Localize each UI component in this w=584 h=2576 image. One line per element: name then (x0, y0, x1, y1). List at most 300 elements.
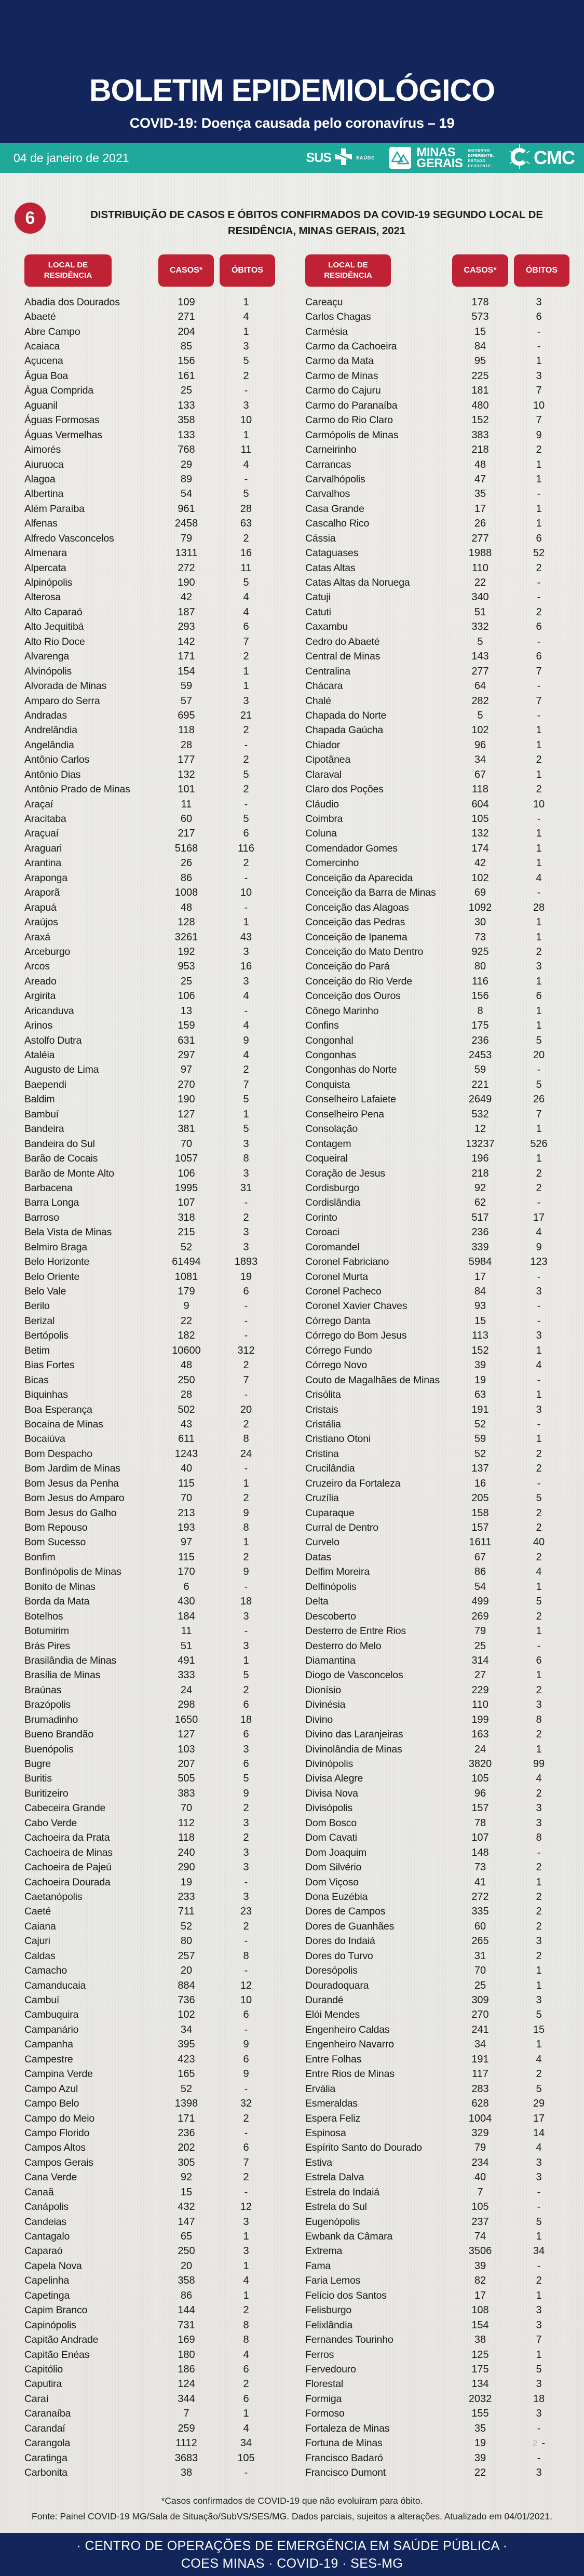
table-row (24, 1048, 275, 1062)
minas-gerais-wordmark (416, 147, 463, 169)
deaths-value: - (537, 1315, 541, 1327)
deaths-value: 1 (536, 975, 542, 987)
table-row (305, 1506, 569, 1520)
cases-value: 133 (178, 429, 195, 441)
deaths-value: 3 (243, 1167, 249, 1179)
municipality-name: Felixlândia (305, 2319, 353, 2331)
table-row (24, 620, 275, 635)
municipality-name: Catuti (305, 606, 331, 618)
cases-value: 171 (178, 651, 195, 663)
cases-value: 333 (178, 1669, 195, 1681)
cases-value: 34 (474, 2039, 486, 2051)
table-row (305, 1181, 569, 1195)
cases-value: 175 (471, 1020, 489, 1032)
table-row (305, 2407, 569, 2421)
municipality-name: Belmiro Braga (24, 1241, 87, 1253)
cases-value: 10600 (172, 1344, 201, 1356)
table-row (24, 1772, 275, 1786)
table-row (305, 2451, 569, 2465)
deaths-value: - (537, 2201, 541, 2213)
municipality-name: Divinolândia de Minas (305, 1743, 402, 1755)
cases-value: 270 (471, 2009, 489, 2021)
municipality-name: Araújos (24, 916, 58, 928)
table-row (24, 1270, 275, 1284)
deaths-value: 2 (243, 754, 249, 766)
table-row (305, 827, 569, 841)
cases-value: 1995 (174, 1182, 198, 1194)
deaths-value: 1 (243, 296, 249, 308)
cases-value: 27 (474, 1669, 486, 1681)
deaths-value: 2 (536, 1463, 542, 1475)
cases-value: 22 (474, 577, 486, 589)
deaths-value: 3 (243, 1891, 249, 1903)
municipality-name: Conceição da Aparecida (305, 872, 413, 884)
cases-value: 92 (180, 2172, 193, 2183)
municipality-name: Acaiaca (24, 341, 60, 353)
municipality-name: Córrego Novo (305, 1359, 367, 1371)
municipality-name: Bandeira (24, 1123, 64, 1135)
table-row (305, 1018, 569, 1033)
deaths-value: 2 (536, 1551, 542, 1563)
cases-value: 69 (474, 887, 486, 899)
municipality-name: Florestal (305, 2378, 343, 2390)
municipality-name: Caparaó (24, 2245, 63, 2257)
table-row (305, 1757, 569, 1771)
table-row (24, 1417, 275, 1432)
cases-value: 157 (471, 1802, 489, 1814)
cases-value: 611 (178, 1433, 195, 1445)
municipality-name: Campo Belo (24, 2098, 79, 2110)
table-row (305, 1329, 569, 1343)
deaths-value: 16 (240, 961, 252, 973)
cases-value: 133 (178, 399, 195, 411)
table-row (305, 1949, 569, 1963)
cases-value: 293 (178, 621, 195, 633)
cases-value: 92 (474, 1182, 486, 1194)
table-row (305, 1373, 569, 1387)
deaths-value: 1 (536, 2039, 542, 2051)
cases-value: 52 (180, 1241, 193, 1253)
cases-value: 15 (474, 1315, 486, 1327)
cases-value: 24 (180, 1684, 193, 1696)
table-row (305, 517, 569, 531)
table-row (305, 1033, 569, 1048)
municipality-name: Brás Pires (24, 1640, 70, 1652)
cases-value: 52 (474, 1448, 486, 1460)
cases-value: 52 (474, 1418, 486, 1430)
deaths-value: 32 (240, 2098, 252, 2110)
municipality-name: Cana Verde (24, 2172, 77, 2183)
deaths-value: - (537, 887, 541, 899)
table-row (305, 679, 569, 693)
municipality-name: Entre Rios de Minas (305, 2068, 395, 2080)
municipality-name: Água Boa (24, 370, 69, 382)
municipality-name: Comercinho (305, 857, 359, 869)
municipality-name: Divinópolis (305, 1758, 354, 1770)
cases-value: 29 (180, 458, 193, 470)
municipality-name: Extrema (305, 2245, 343, 2257)
cases-value: 11 (181, 798, 192, 810)
deaths-value: 6 (243, 2009, 249, 2021)
deaths-value: 2 (243, 1359, 249, 1371)
deaths-value: 1 (243, 2408, 249, 2420)
table-row (24, 2303, 275, 2318)
municipality-name: Barão de Monte Alto (24, 1167, 114, 1179)
municipality-name: Congonhal (305, 1034, 354, 1046)
deaths-value: 6 (536, 651, 542, 663)
municipality-name: Andrelândia (24, 724, 77, 736)
cases-value: 432 (178, 2201, 195, 2213)
deaths-value: 8 (536, 1832, 542, 1844)
municipality-name: Bom Despacho (24, 1448, 92, 1460)
column-header-casos-right: CASOS* (452, 254, 508, 287)
deaths-value: - (537, 591, 541, 603)
table-row (305, 1609, 569, 1624)
deaths-value: - (537, 1197, 541, 1209)
cases-value: 73 (474, 931, 486, 943)
table-row (24, 1520, 275, 1535)
municipality-name: Fama (305, 2260, 331, 2272)
cases-value: 8 (477, 1005, 483, 1017)
municipality-name: Capetinga (24, 2289, 70, 2301)
deaths-value: - (244, 385, 248, 397)
cases-value: 19 (474, 2437, 486, 2449)
table-row (305, 1595, 569, 1609)
deaths-value: 2 - (532, 2437, 546, 2449)
deaths-value: 1 (536, 931, 542, 943)
table-row (24, 2155, 275, 2170)
table-row (24, 2111, 275, 2126)
table-row (24, 1742, 275, 1757)
municipality-name: Cruzeiro da Fortaleza (305, 1477, 401, 1489)
table-row (305, 1004, 569, 1018)
deaths-value: 3 (536, 2172, 542, 2183)
municipality-name: Chácara (305, 680, 343, 692)
cases-value: 884 (178, 1979, 195, 1991)
table-row (24, 886, 275, 900)
cases-value: 86 (180, 2289, 193, 2301)
municipality-name: Coimbra (305, 813, 343, 825)
cases-value: 628 (471, 2098, 489, 2110)
deaths-value: 9 (243, 1507, 249, 1519)
deaths-value: 2 (243, 1211, 249, 1223)
deaths-value: 1 (536, 1020, 542, 1032)
municipality-name: Carmo do Paranaíba (305, 399, 398, 411)
cases-value: 12 (474, 1123, 486, 1135)
cases-value: 103 (178, 1743, 195, 1755)
table-row (305, 1417, 569, 1432)
cases-value: 39 (474, 2452, 486, 2464)
deaths-value: 7 (243, 636, 249, 648)
table-row (305, 1491, 569, 1505)
cases-value: 127 (178, 1108, 195, 1120)
table-row (305, 2141, 569, 2155)
deaths-value: 1 (536, 1344, 542, 1356)
municipality-name: Cristina (305, 1448, 339, 1460)
table-row (305, 650, 569, 664)
cases-value: 2453 (468, 1049, 492, 1061)
table-left-column (24, 295, 275, 2480)
table-row (24, 827, 275, 841)
cases-value: 137 (471, 1463, 489, 1475)
table-row (305, 960, 569, 974)
municipality-name: Abadia dos Dourados (24, 296, 120, 308)
municipality-name: Capim Branco (24, 2304, 88, 2316)
deaths-value: 2 (243, 370, 249, 382)
municipality-name: Dom Joaquim (305, 1846, 367, 1858)
table-row (24, 1683, 275, 1697)
cases-value: 182 (178, 1330, 195, 1342)
cases-value: 70 (180, 1138, 193, 1150)
deaths-value: - (537, 1064, 541, 1076)
table-row (24, 1314, 275, 1328)
cases-value: 7 (183, 2408, 189, 2420)
municipality-name: Cachoeira de Pajeú (24, 1862, 112, 1873)
cases-value: 62 (474, 1197, 486, 1209)
deaths-value: 19 (240, 1271, 252, 1283)
table-row (305, 1476, 569, 1491)
deaths-value: 2 (243, 1551, 249, 1563)
municipality-name: Cabo Verde (24, 1817, 77, 1829)
municipality-name: Ferros (305, 2349, 334, 2361)
deaths-value: - (537, 680, 541, 692)
table-row (24, 782, 275, 797)
municipality-name: Buritizeiro (24, 1787, 69, 1799)
deaths-value: 1 (536, 768, 542, 780)
table-row (24, 2067, 275, 2082)
deaths-value: 7 (536, 385, 542, 397)
cases-value: 225 (471, 370, 489, 382)
deaths-value: - (537, 2260, 541, 2272)
deaths-value: 6 (243, 1729, 249, 1741)
table-row (305, 664, 569, 679)
municipality-name: Elói Mendes (305, 2009, 360, 2021)
cases-value: 283 (471, 2083, 489, 2095)
municipality-name: Estrela do Indaiá (305, 2186, 379, 2198)
deaths-value: 3 (243, 1241, 249, 1253)
municipality-name: Diogo de Vasconcelos (305, 1669, 403, 1681)
table-row (305, 945, 569, 959)
table-row (24, 1653, 275, 1668)
cases-value: 86 (474, 1566, 486, 1578)
municipality-name: Borda da Mata (24, 1596, 90, 1608)
table-row (24, 2377, 275, 2392)
cases-value: 383 (471, 429, 489, 441)
deaths-value: - (244, 1330, 248, 1342)
deaths-value: - (537, 1418, 541, 1430)
cases-value: 63 (474, 1389, 486, 1401)
table-row (305, 1845, 569, 1860)
deaths-value: - (537, 1271, 541, 1283)
cases-value: 430 (178, 1596, 195, 1608)
cases-value: 79 (474, 2142, 486, 2154)
municipality-name: Felisburgo (305, 2304, 352, 2316)
municipality-name: Espinosa (305, 2127, 346, 2139)
table-row (24, 1712, 275, 1727)
logo-group (306, 144, 575, 172)
deaths-value: 20 (240, 1404, 252, 1415)
table-row (24, 2215, 275, 2229)
cases-value: 34 (474, 754, 486, 766)
cases-value: 42 (474, 857, 486, 869)
table-row (24, 1462, 275, 1476)
table-row (24, 2185, 275, 2200)
cases-value: 272 (178, 562, 195, 574)
cases-value: 57 (180, 695, 193, 707)
table-row (305, 1727, 569, 1742)
municipality-name: Francisco Badaró (305, 2452, 383, 2464)
cases-value: 59 (180, 680, 193, 692)
table-row (305, 753, 569, 767)
cases-value: 143 (471, 651, 489, 663)
table-row (24, 2022, 275, 2037)
municipality-name: Dores de Campos (305, 1906, 386, 1918)
municipality-name: Alpinópolis (24, 577, 73, 589)
municipality-name: Alto Jequitibá (24, 621, 84, 633)
municipality-name: Fervedouro (305, 2363, 356, 2375)
table-row (24, 1063, 275, 1077)
municipality-name: Bom Jesus do Amparo (24, 1492, 125, 1504)
deaths-value: - (537, 2422, 541, 2434)
table-row (305, 2215, 569, 2229)
cases-value: 381 (178, 1123, 195, 1135)
municipality-name: Campos Gerais (24, 2156, 93, 2168)
municipality-name: Alterosa (24, 591, 61, 603)
municipality-name: Buritis (24, 1773, 52, 1785)
cases-value: 3683 (174, 2452, 198, 2464)
municipality-name: Bom Sucesso (24, 1536, 86, 1548)
municipality-name: Caraí (24, 2393, 49, 2405)
cases-value: 163 (471, 1729, 489, 1741)
cases-value: 78 (474, 1817, 486, 1829)
deaths-value: 18 (533, 2393, 545, 2405)
municipality-name: Ewbank da Câmara (305, 2231, 393, 2243)
table-row (24, 295, 275, 309)
table-row (305, 2200, 569, 2214)
deaths-value: - (244, 739, 248, 751)
municipality-name: Alpercata (24, 562, 66, 574)
municipality-name: Cristiano Otoni (305, 1433, 371, 1445)
deaths-value: - (537, 1846, 541, 1858)
cases-value: 97 (180, 1536, 193, 1548)
municipality-name: Entre Folhas (305, 2053, 362, 2065)
table-row (305, 1387, 569, 1402)
table-row (24, 841, 275, 856)
table-row (24, 1358, 275, 1373)
cases-value: 272 (471, 1891, 489, 1903)
table-row (24, 546, 275, 560)
table-row (24, 1845, 275, 1860)
table-row (24, 1196, 275, 1210)
cases-value: 290 (178, 1862, 195, 1873)
cases-value: 70 (180, 1802, 193, 1814)
deaths-value: 1 (243, 2231, 249, 2243)
deaths-value: 8 (536, 1714, 542, 1725)
municipality-name: Caetanópolis (24, 1891, 83, 1903)
municipality-name: Capitólio (24, 2363, 63, 2375)
table-row (305, 1225, 569, 1240)
deaths-value: 23 (240, 1906, 252, 1918)
table-row (305, 1270, 569, 1284)
cases-value: 79 (180, 532, 193, 544)
cases-value: 17 (474, 503, 486, 515)
table-row (24, 1122, 275, 1137)
deaths-value: - (244, 1463, 248, 1475)
table-row (305, 487, 569, 502)
cases-value: 731 (178, 2319, 195, 2331)
cases-value: 190 (178, 577, 195, 589)
table-row (305, 767, 569, 782)
cases-value: 134 (471, 2378, 489, 2390)
municipality-name: Capitão Andrade (24, 2334, 99, 2346)
deaths-value: - (244, 1581, 248, 1593)
municipality-name: Centralina (305, 665, 350, 677)
deaths-value: 3 (536, 2408, 542, 2420)
cases-value: 631 (178, 1034, 195, 1046)
cases-value: 125 (471, 2349, 489, 2361)
municipality-name: Delta (305, 1596, 329, 1608)
deaths-value: - (244, 901, 248, 913)
deaths-value: 28 (240, 503, 252, 515)
municipality-name: Central de Minas (305, 651, 381, 663)
municipality-name: Cuparaque (305, 1507, 355, 1519)
cases-value: 221 (471, 1078, 489, 1090)
municipality-name: Catuji (305, 591, 331, 603)
deaths-value: 2 (243, 857, 249, 869)
municipality-name: Espírito Santo do Dourado (305, 2142, 422, 2154)
cases-value: 297 (178, 1049, 195, 1061)
table-row (305, 2052, 569, 2067)
municipality-name: Campestre (24, 2053, 73, 2065)
cases-value: 84 (474, 341, 486, 353)
cases-value: 107 (178, 1197, 195, 1209)
municipality-name: Bugre (24, 1758, 51, 1770)
deaths-value: 2 (243, 2304, 249, 2316)
table-row (305, 413, 569, 428)
municipality-name: Bueno Brandão (24, 1729, 93, 1741)
deaths-value: 1 (536, 2349, 542, 2361)
cases-value: 128 (178, 916, 195, 928)
municipality-name: Delfim Moreira (305, 1566, 370, 1578)
table-row (305, 2377, 569, 2392)
table-row (24, 1816, 275, 1830)
table-row (305, 2318, 569, 2332)
table-row (24, 1934, 275, 1949)
deaths-value: 1893 (234, 1256, 258, 1268)
table-row (305, 1284, 569, 1299)
table-row (24, 354, 275, 369)
cases-value: 144 (178, 2304, 195, 2316)
table-row (24, 1890, 275, 1904)
table-row (305, 1786, 569, 1801)
deaths-value: 10 (240, 1994, 252, 2006)
table-row (305, 1550, 569, 1565)
deaths-value: - (244, 2186, 248, 2198)
municipality-name: Conceição de Ipanema (305, 931, 408, 943)
page-title: BOLETIM EPIDEMIOLÓGICO (89, 73, 495, 107)
cases-value: 532 (471, 1108, 489, 1120)
table-row (305, 1402, 569, 1417)
cases-value: 96 (474, 739, 486, 751)
cases-value: 48 (180, 901, 193, 913)
table-row (305, 915, 569, 929)
cases-value: 22 (474, 2467, 486, 2479)
municipality-name: Campanha (24, 2039, 73, 2051)
deaths-value: 7 (243, 1078, 249, 1090)
cmc-logo (508, 144, 575, 172)
municipality-name: Conceição da Barra de Minas (305, 887, 436, 899)
cases-value: 40 (474, 2172, 486, 2183)
